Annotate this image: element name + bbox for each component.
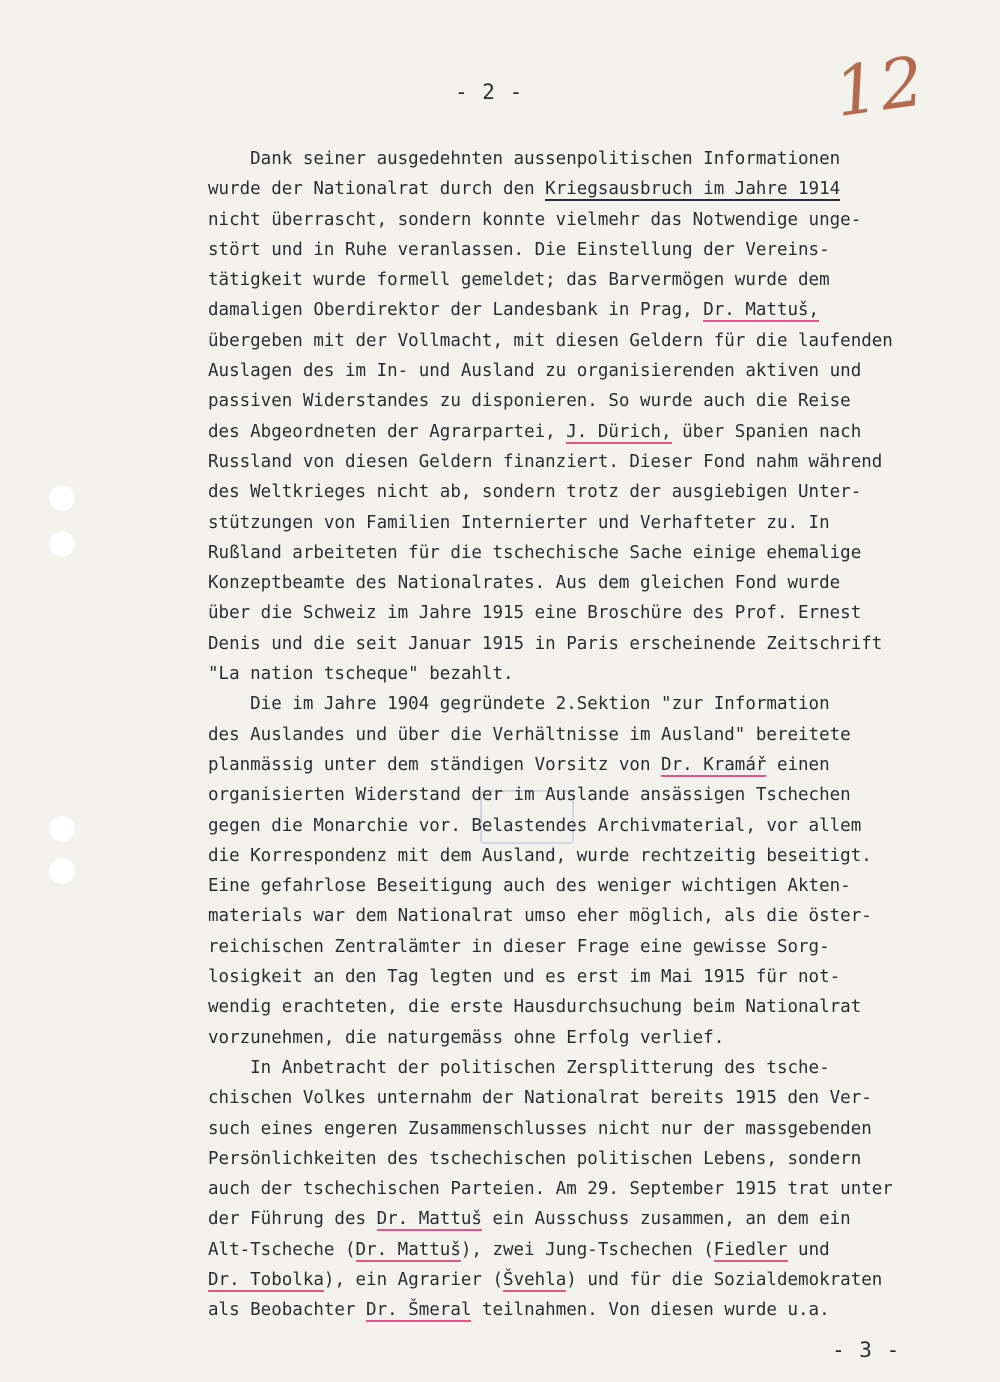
text-line: Denis und die seit Januar 1915 in Paris erscheinende Zeitschrift: [208, 633, 883, 654]
text-span: des Abgeordneten der Agrarpartei,: [208, 421, 567, 442]
text-span: der Führung des: [208, 1209, 377, 1230]
underlined-name: J. Dürich,: [566, 421, 672, 442]
underlined-name: Dr. Kramář: [661, 754, 767, 775]
punch-hole: [48, 484, 76, 512]
underlined-name: Dr. Tobolka: [208, 1269, 324, 1290]
text-line: des Auslandes und über die Verhältnisse im Ausland" bereitete: [208, 724, 851, 745]
text-line: Eine gefahrlose Beseitigung auch des weniger wichtigen Akten-: [208, 876, 851, 897]
text-span: ), ein Agrarier (: [323, 1269, 504, 1290]
text-line: materials war dem Nationalrat umso eher möglich, als die öster-: [208, 906, 872, 927]
text-span: einen: [766, 754, 830, 775]
underlined-name: Dr. Mattuš,: [703, 300, 820, 321]
text-span: damaligen Oberdirektor der Landesbank in Prag,: [208, 300, 704, 321]
text-line: über die Schweiz im Jahre 1915 eine Broschüre des Prof. Ernest: [208, 603, 862, 624]
text-line: tätigkeit wurde formell gemeldet; das Barvermögen wurde dem: [208, 270, 830, 291]
text-line: losigkeit an den Tag legten und es erst im Mai 1915 für not-: [208, 967, 841, 988]
underlined-name: Dr. Šmeral: [366, 1300, 472, 1321]
text-line: gegen die Monarchie vor. Belastendes Archivmaterial, vor allem: [208, 815, 862, 836]
text-line: Auslagen des im In- und Ausland zu organisierenden aktiven und: [208, 361, 862, 382]
punch-hole: [48, 530, 76, 558]
text-line: "La nation tscheque" bezahlt.: [208, 664, 514, 685]
underlined-name: Fiedler: [713, 1239, 788, 1260]
text-line: [208, 1235, 988, 1265]
text-line: [208, 295, 988, 325]
next-page-indicator: - 3 -: [832, 1338, 901, 1362]
text-line: organisierten Widerstand der im Auslande ansässigen Tschechen: [208, 785, 851, 806]
text-line: reichischen Zentralämter in dieser Frage eine gewisse Sorg-: [208, 936, 830, 957]
text-span: ein Ausschuss zusammen, an dem ein: [481, 1209, 851, 1230]
text-line: Die im Jahre 1904 gegründete 2.Sektion "zur Information: [208, 694, 830, 715]
text-line: [208, 1204, 988, 1234]
text-line: wendig erachteten, die erste Hausdurchsuchung beim Nationalrat: [208, 997, 862, 1018]
text-span: über Spanien nach: [671, 421, 862, 442]
underlined-phrase: Kriegsausbruch im Jahre 1914: [545, 179, 841, 200]
text-span: teilnahmen. Von diesen wurde u.a.: [471, 1300, 830, 1321]
underlined-name: Dr. Mattuš: [355, 1239, 461, 1260]
text-line: passiven Widerstandes zu disponieren. So wurde auch die Reise: [208, 391, 851, 412]
handwritten-folio-number: 12: [829, 42, 931, 133]
text-span: ), zwei Jung-Tschechen (: [460, 1239, 714, 1260]
text-line: Konzeptbeamte des Nationalrates. Aus dem gleichen Fond wurde: [208, 573, 841, 594]
text-line: [208, 417, 988, 447]
text-span: wurde der Nationalrat durch den: [208, 179, 546, 200]
text-line: vorzunehmen, die naturgemäss ohne Erfolg verlief.: [208, 1027, 725, 1048]
text-span: und: [787, 1239, 830, 1260]
page-number: - 2 -: [455, 80, 524, 104]
text-line: Persönlichkeiten des tschechischen politischen Lebens, sondern: [208, 1148, 862, 1169]
text-line: nicht überrascht, sondern konnte vielmehr das Notwendige unge-: [208, 209, 862, 230]
text-line: chischen Volkes unternahm der Nationalrat bereits 1915 den Ver-: [208, 1088, 872, 1109]
text-line: [208, 1265, 988, 1295]
text-line: die Korrespondenz mit dem Ausland, wurde rechtzeitig beseitigt.: [208, 845, 872, 866]
text-line: stützungen von Familien Internierter und Verhafteter zu. In: [208, 512, 830, 533]
underlined-name: Dr. Mattuš: [376, 1209, 482, 1230]
text-span: ) und für die Sozialdemokraten: [566, 1269, 883, 1290]
punch-hole: [48, 815, 76, 843]
text-line: Rußland arbeiteten für die tschechische Sache einige ehemalige: [208, 542, 862, 563]
punch-hole: [48, 857, 76, 885]
text-line: [208, 750, 988, 780]
text-line: [208, 1295, 988, 1325]
text-line: Russland von diesen Geldern finanziert. Dieser Fond nahm während: [208, 451, 883, 472]
text-line: Dank seiner ausgedehnten aussenpolitischen Informationen: [208, 149, 841, 169]
text-span: als Beobachter: [208, 1300, 367, 1321]
text-line: [208, 174, 988, 204]
text-line: auch der tschechischen Parteien. Am 29. September 1915 trat unter: [208, 1179, 893, 1200]
text-line: such eines engeren Zusammenschlusses nicht nur der massgebenden: [208, 1118, 872, 1139]
text-span: Alt-Tscheche (: [208, 1239, 356, 1260]
underlined-name: Švehla: [503, 1269, 567, 1290]
text-line: des Weltkrieges nicht ab, sondern trotz der ausgiebigen Unter-: [208, 482, 862, 503]
text-line: übergeben mit der Vollmacht, mit diesen Geldern für die laufenden: [208, 330, 893, 351]
text-line: stört und in Ruhe veranlassen. Die Einstellung der Vereins-: [208, 239, 830, 260]
text-span: planmässig unter dem ständigen Vorsitz von: [208, 754, 662, 775]
text-line: In Anbetracht der politischen Zersplitterung des tsche-: [208, 1057, 830, 1078]
document-body: [208, 144, 988, 1326]
